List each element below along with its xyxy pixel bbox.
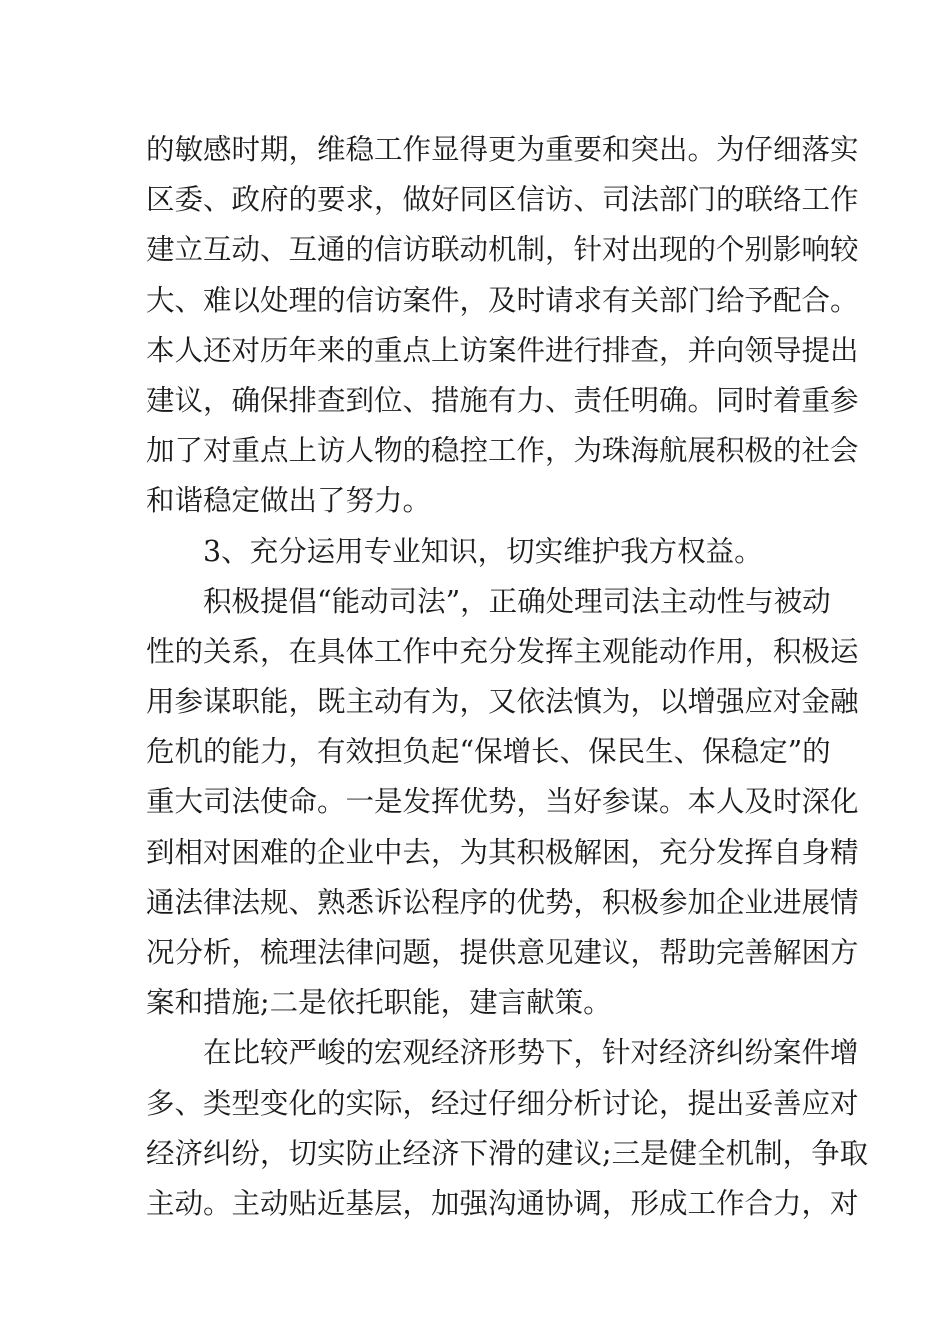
text-line: 危机的能力，有效担负起“保增长、保民生、保稳定”的 <box>146 735 831 769</box>
text-line: 重大司法使命。一是发挥优势，当好参谋。本人及时深化 <box>146 785 859 819</box>
text-line: 加了对重点上访人物的稳控工作，为珠海航展积极的社会 <box>146 434 859 468</box>
text-line: 建议，确保排查到位、措施有力、责任明确。同时着重参 <box>146 383 859 417</box>
text-line: 用参谋职能，既主动有为，又依法慎为，以增强应对金融 <box>146 685 859 719</box>
section-heading: 3、充分运用专业知识，切实维护我方权益。 <box>203 534 763 568</box>
text-line: 积极提倡“能动司法”，正确处理司法主动性与被动 <box>203 584 831 618</box>
document-body-text <box>146 125 869 1229</box>
text-line: 通法律法规、熟悉诉讼程序的优势，积极参加企业进展情 <box>146 885 859 919</box>
text-line: 区委、政府的要求，做好同区信访、司法部门的联络工作 <box>146 183 859 217</box>
text-line: 在比较严峻的宏观经济形势下，针对经济纠纷案件增 <box>203 1036 859 1070</box>
text-line: 况分析，梳理法律问题，提供意见建议，帮助完善解困方 <box>146 936 859 969</box>
text-line: 的敏感时期，维稳工作显得更为重要和突出。为仔细落实 <box>146 133 859 166</box>
text-line: 主动。主动贴近基层，加强沟通协调，形成工作合力，对 <box>146 1186 859 1220</box>
text-line: 和谐稳定做出了努力。 <box>146 484 432 518</box>
text-line: 性的关系，在具体工作中充分发挥主观能动作用，积极运 <box>146 634 859 668</box>
text-line: 案和措施;二是依托职能，建言献策。 <box>146 986 612 1020</box>
text-line: 经济纠纷，切实防止经济下滑的建议;三是健全机制，争取 <box>146 1136 869 1170</box>
text-line: 本人还对历年来的重点上访案件进行排查，并向领导提出 <box>146 333 859 367</box>
text-line: 建立互动、互通的信访联动机制，针对出现的个别影响较 <box>146 233 859 267</box>
text-line: 到相对困难的企业中去，为其积极解困，充分发挥自身精 <box>146 835 859 869</box>
text-line: 大、难以处理的信访案件，及时请求有关部门给予配合。 <box>146 283 859 317</box>
text-line: 多、类型变化的实际，经过仔细分析讨论，提出妥善应对 <box>146 1086 859 1120</box>
